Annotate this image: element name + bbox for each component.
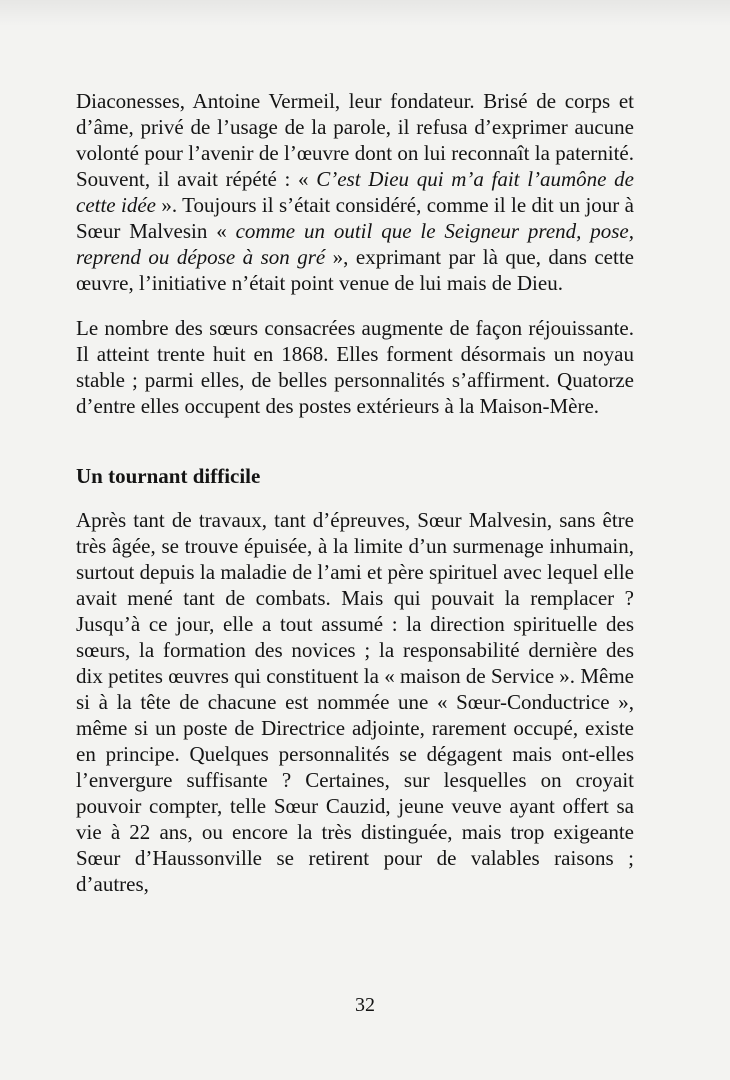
quote-outil: comme un outil que le Seigneur prend, pose, reprend ou dépose à son gré bbox=[76, 219, 634, 269]
paragraph-2: Le nombre des sœurs consacrées augmente de façon réjouissante. Il atteint trente huit en 1868. Elles forment désormais un noyau stable ; parmi elles, de belles personnalités s’affirment. Quatorze d’entre elles occupent des postes extérieurs à la Maison-Mère. bbox=[76, 316, 634, 418]
page-number: 32 bbox=[355, 994, 375, 1016]
paragraph-1-mid: ». Toujours il s’était considéré, comme il le dit un jour à Sœur Malvesin « bbox=[76, 193, 634, 243]
quote-aumone: C’est Dieu qui m’a fait l’aumône de cette idée bbox=[76, 167, 634, 217]
section-heading: Un tournant difficile bbox=[76, 464, 261, 488]
paragraph-3: Après tant de travaux, tant d’épreuves, Sœur Malvesin, sans être très âgée, se trouve épuisée, à la limite d’un surmenage inhumain, surtout depuis la maladie de l’ami et père spirituel avec lequel elle avait mené tant de combats. Mais qui pouvait la remplacer ? Jusqu’à ce jour, elle a tout assumé : la direction spirituelle des sœurs, la formation des novices ; la responsabilité dernière des dix petites œuvres qui constituent la « maison de Service ». Même si à la tête de chacune est nommée une « Sœur-Conductrice », même si un poste de Directrice adjointe, rarement occupé, existe en principe. Quelques personnalités se dégagent mais ont-elles l’envergure suffisante ? Certaines, sur lesquelles on croyait pouvoir compter, telle Sœur Cauzid, jeune veuve ayant offert sa vie à 22 ans, ou encore la très distinguée, mais trop exigeante Sœur d’Haussonville se retirent pour de valables raisons ; d’autres, bbox=[76, 508, 634, 896]
paragraph-1-tail: », exprimant par là que, dans cette œuvre, l’initiative n’était point venue de lui mais de Dieu. bbox=[76, 245, 634, 295]
body-text bbox=[76, 88, 634, 897]
paragraph-1 bbox=[76, 88, 634, 296]
paragraph-1-lead: Diaconesses, Antoine Vermeil, leur fondateur. Brisé de corps et d’âme, privé de l’usage de la parole, il refusa d’exprimer aucune volonté pour l’avenir de l’œuvre dont on lui reconnaît la paternité. Souvent, il avait répété : « bbox=[76, 89, 634, 191]
